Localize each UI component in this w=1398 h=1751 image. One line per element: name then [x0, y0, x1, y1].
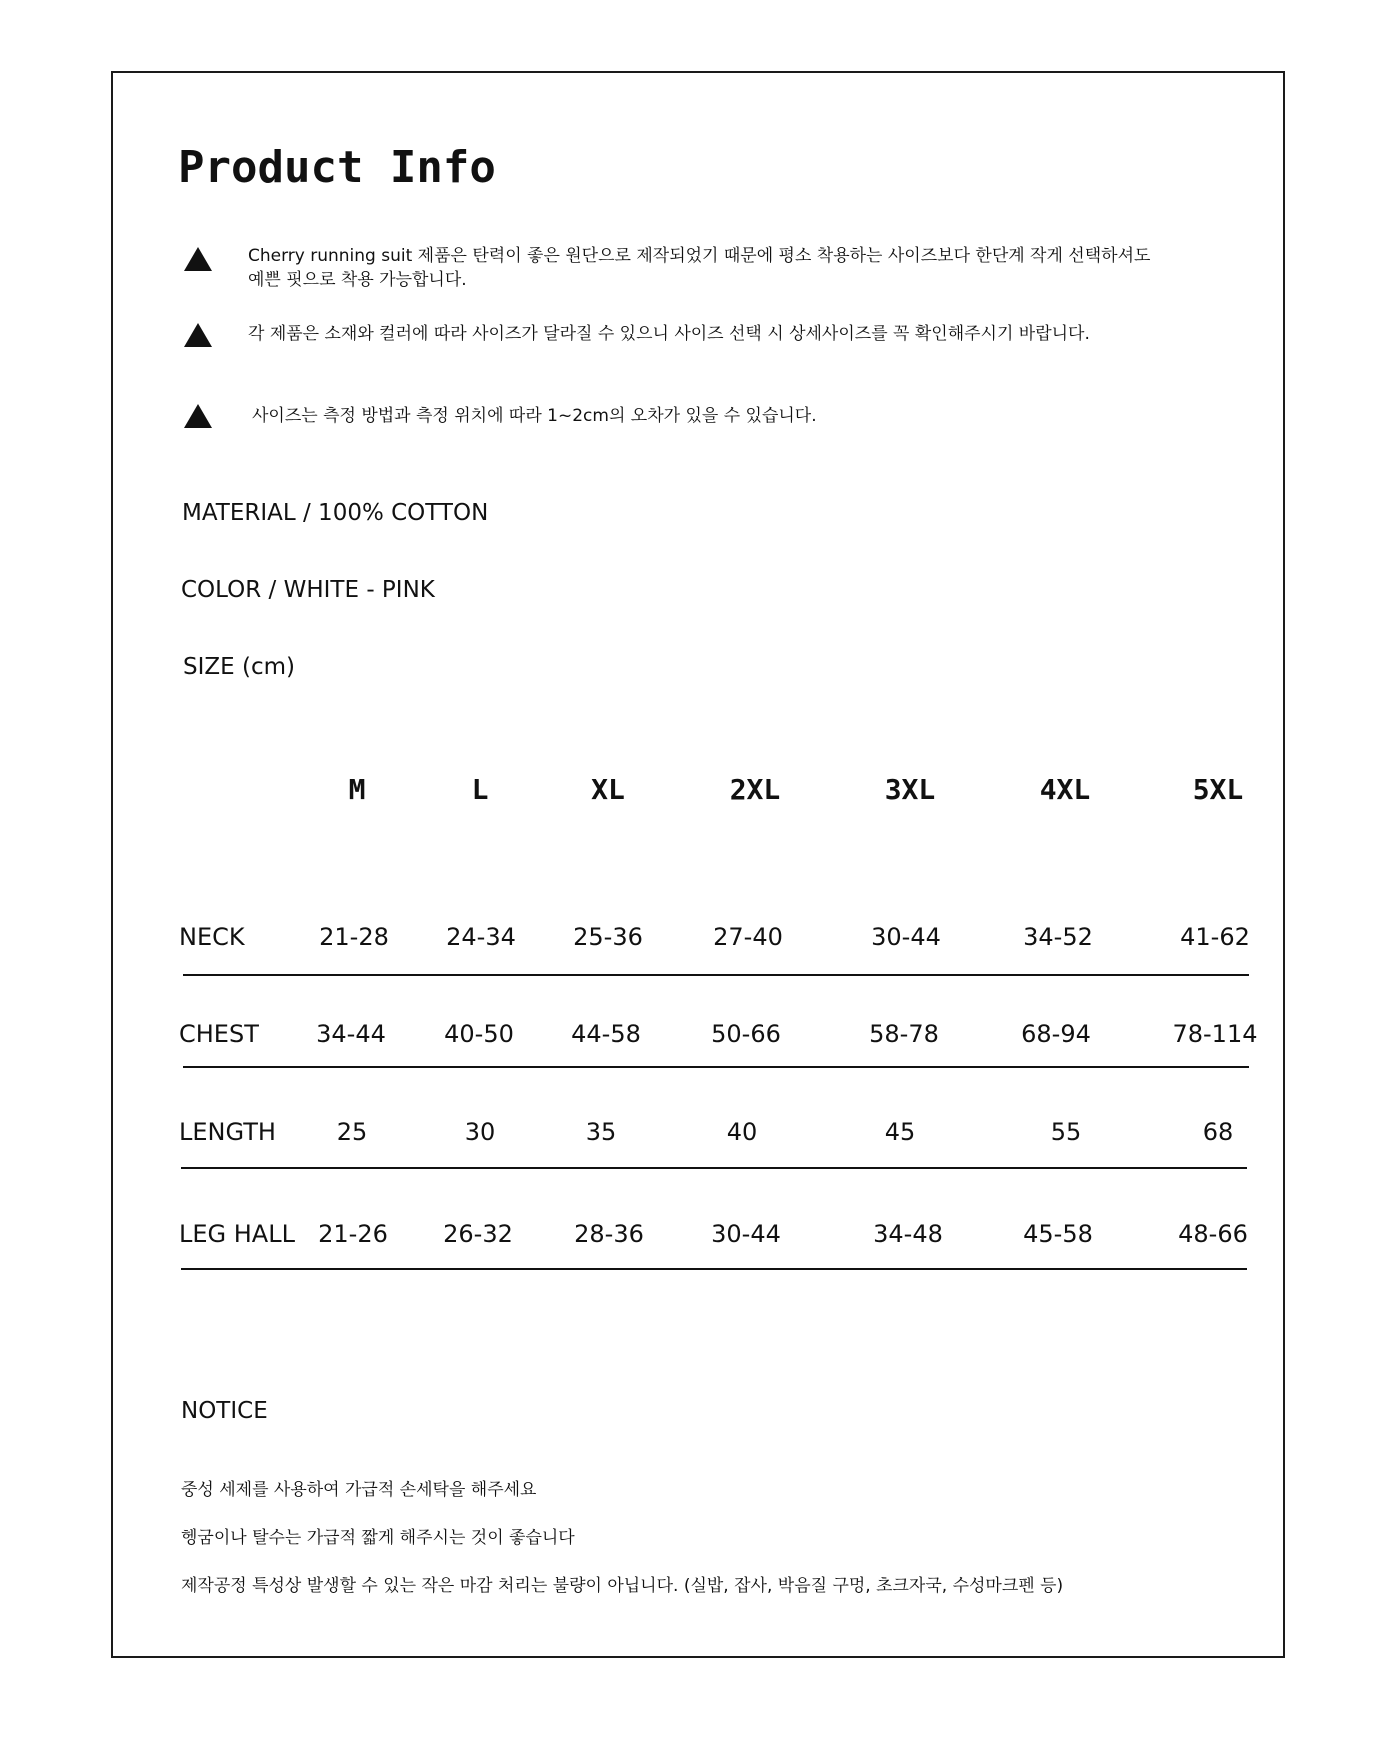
triangle-icon	[184, 404, 212, 428]
product-info-frame	[111, 71, 1285, 1658]
table-cell: 40	[726, 1118, 758, 1146]
row-divider	[183, 1066, 1249, 1068]
size-header-2xl: 2XL	[729, 773, 781, 806]
table-cell: 30-44	[711, 1220, 781, 1248]
size-header-4xl: 4XL	[1039, 773, 1091, 806]
row-divider	[181, 1268, 1247, 1270]
table-cell: 27-40	[713, 923, 783, 951]
size-label: SIZE (cm)	[183, 654, 295, 680]
bullet-text: Cherry running suit 제품은 탄력이 좋은 원단으로 제작되었기 때문에 평소 착용하는 사이즈보다 한단계 작게 선택하셔도 예쁜 핏으로 착용 가능합니다.	[248, 246, 1151, 290]
table-cell: 34-48	[873, 1220, 943, 1248]
bullet-text: 사이즈는 측정 방법과 측정 위치에 따라 1~2cm의 오차가 있을 수 있습니다.	[252, 406, 817, 426]
table-cell: 34-44	[316, 1020, 386, 1048]
table-cell: 41-62	[1180, 923, 1250, 951]
table-cell: 28-36	[574, 1220, 644, 1248]
material-spec: MATERIAL / 100% COTTON	[182, 500, 489, 526]
table-cell: 21-28	[319, 923, 389, 951]
size-header-5xl: 5XL	[1192, 773, 1244, 806]
table-cell: 45-58	[1023, 1220, 1093, 1248]
table-cell: 55	[1050, 1118, 1082, 1146]
table-cell: 78-114	[1172, 1020, 1258, 1048]
color-spec: COLOR / WHITE - PINK	[181, 577, 435, 603]
table-cell: 58-78	[869, 1020, 939, 1048]
row-label-neck: NECK	[179, 923, 245, 951]
table-cell: 45	[884, 1118, 916, 1146]
table-cell: 30-44	[871, 923, 941, 951]
table-cell: 26-32	[443, 1220, 513, 1248]
notice-line: 중성 세제를 사용하여 가급적 손세탁을 해주세요	[181, 1480, 537, 1500]
triangle-icon	[184, 247, 212, 271]
row-label-length: LENGTH	[179, 1118, 276, 1146]
table-cell: 48-66	[1178, 1220, 1248, 1248]
table-cell: 25	[336, 1118, 368, 1146]
notice-heading: NOTICE	[181, 1398, 268, 1424]
table-cell: 44-58	[571, 1020, 641, 1048]
table-cell: 40-50	[444, 1020, 514, 1048]
notice-line: 헹굼이나 탈수는 가급적 짧게 해주시는 것이 좋습니다	[181, 1528, 575, 1548]
size-header-xl: XL	[591, 773, 625, 806]
table-cell: 30	[464, 1118, 496, 1146]
table-cell: 68-94	[1021, 1020, 1091, 1048]
bullet-text: 각 제품은 소재와 컬러에 따라 사이즈가 달라질 수 있으니 사이즈 선택 시 상세사이즈를 꼭 확인해주시기 바랍니다.	[248, 324, 1090, 344]
table-cell: 21-26	[318, 1220, 388, 1248]
notice-line: 제작공정 특성상 발생할 수 있는 작은 마감 처리는 불량이 아닙니다. (실밥, 잡사, 박음질 구멍, 초크자국, 수성마크펜 등)	[181, 1576, 1064, 1596]
table-cell: 68	[1202, 1118, 1234, 1146]
row-divider	[181, 1167, 1247, 1169]
page-title: Product Info	[178, 142, 496, 193]
table-cell: 50-66	[711, 1020, 781, 1048]
size-header-3xl: 3XL	[884, 773, 936, 806]
size-header-m: M	[348, 773, 366, 806]
row-label-chest: CHEST	[179, 1020, 259, 1048]
triangle-icon	[184, 323, 212, 347]
row-label-leg-hall: LEG HALL	[179, 1220, 295, 1248]
row-divider	[183, 974, 1249, 976]
table-cell: 34-52	[1023, 923, 1093, 951]
table-cell: 25-36	[573, 923, 643, 951]
size-header-l: L	[471, 773, 489, 806]
table-cell: 24-34	[446, 923, 516, 951]
table-cell: 35	[585, 1118, 617, 1146]
